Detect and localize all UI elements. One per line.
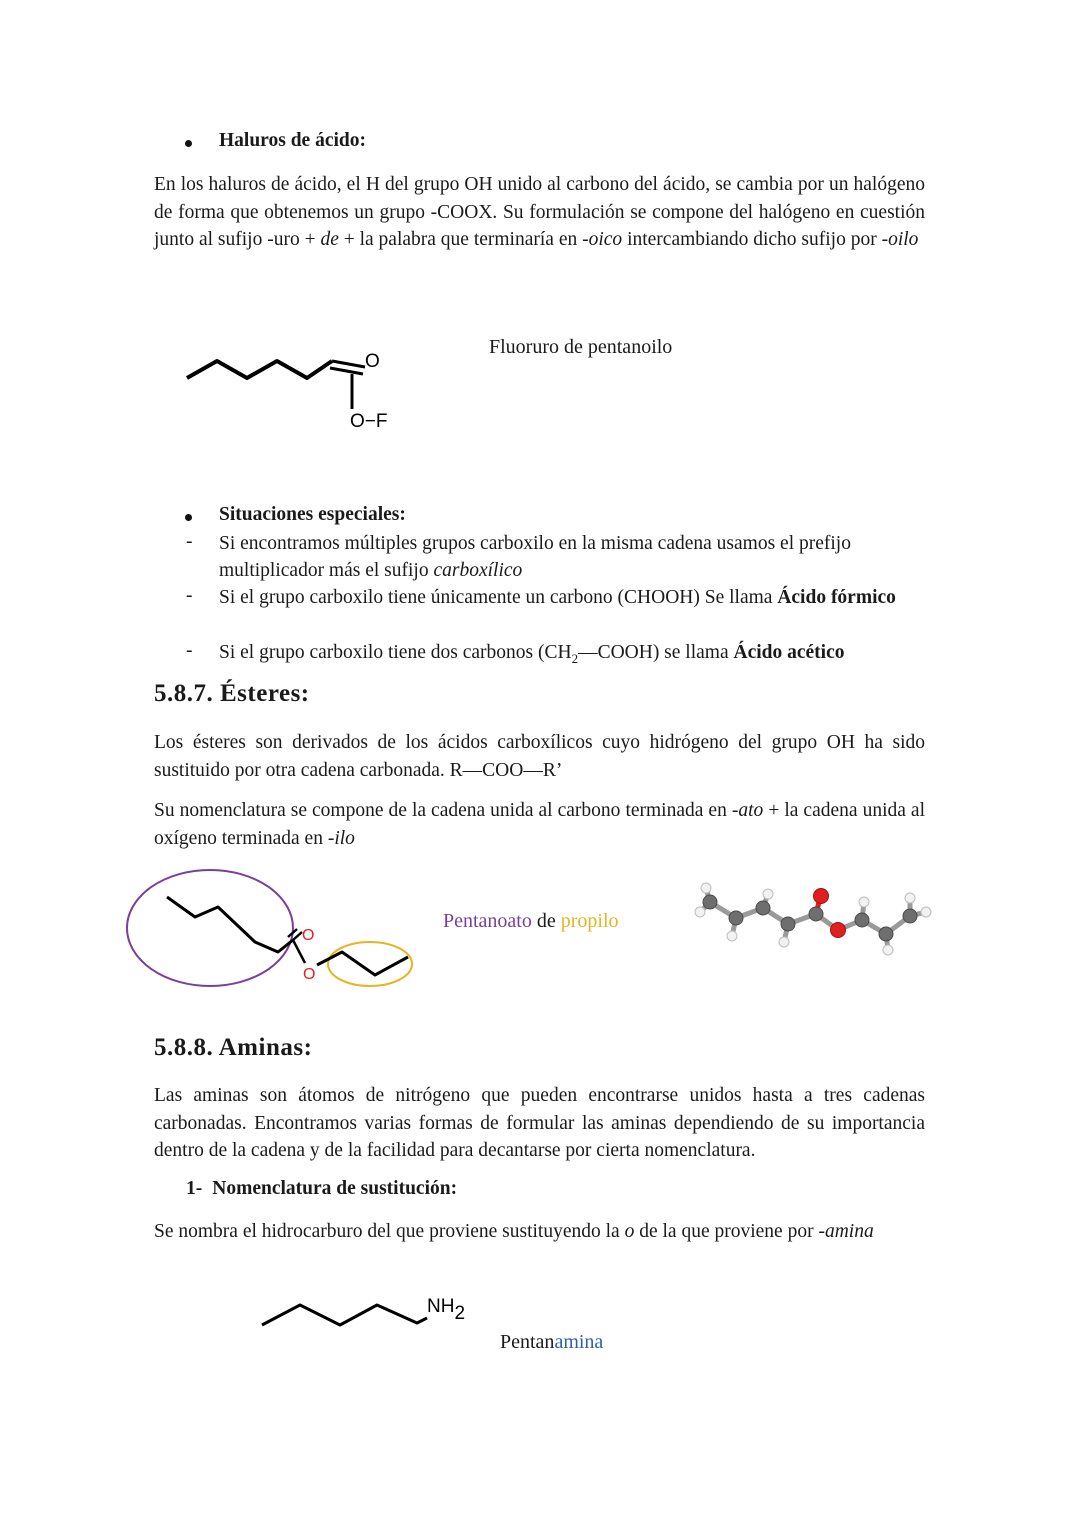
- alkyl-chain-circle: [328, 942, 412, 986]
- dash-marker: -: [186, 531, 193, 552]
- fluoruro-molecule: [180, 345, 430, 440]
- pentanamina-molecule: [255, 1288, 485, 1336]
- ester-oxygen-1: O: [302, 927, 315, 944]
- section-heading-haluros: Haluros de ácido:: [219, 130, 366, 151]
- haluros-paragraph: En los haluros de ácido, el H del grupo OH unido al carbono del ácido, se cambia por un halógeno de forma que obtenemos un grupo -COOX. Su formulación se compone del halógeno en cuestión junto al sufijo -uro + de + la palabra que terminaría en -oico intercambiando dicho sufijo por -oilo: [154, 174, 925, 250]
- section-heading-especiales: Situaciones especiales:: [219, 504, 406, 525]
- fluoruro-name: Fluoruro de pentanoilo: [489, 336, 673, 358]
- amine-group-label: NH2: [427, 1296, 466, 1324]
- section-heading-esteres: 5.8.7. Ésteres:: [154, 680, 310, 707]
- especiales-item-1: Si encontramos múltiples grupos carboxilo en la misma cadena usamos el prefijo multiplicador más el sufijo carboxílico: [219, 533, 851, 581]
- bullet-dot: [185, 514, 192, 521]
- ester-oxygen-2: O: [303, 966, 316, 983]
- ester-skeletal-molecule: [120, 862, 425, 994]
- esteres-paragraph-1: Los ésteres son derivados de los ácidos carboxílicos cuyo hidrógeno del grupo OH ha sido sustituido por otra cadena carbonada. R—COO—R’: [154, 732, 925, 781]
- dash-marker: -: [186, 585, 193, 606]
- aminas-paragraph-1: Las aminas son átomos de nitrógeno que pueden encontrarse unidos hasta a tres cadenas carbonadas. Encontramos varias formas de formular las aminas dependiendo de su importancia dentro de la cadena y de la facilidad para decantarse por cierta nomenclatura.: [154, 1085, 925, 1161]
- bullet-dot: [185, 140, 192, 147]
- ester-name: Pentanoato de propilo: [443, 910, 619, 932]
- dash-marker: -: [186, 640, 193, 661]
- section-heading-aminas: 5.8.8. Aminas:: [154, 1034, 313, 1061]
- especiales-item-3: Si el grupo carboxilo tiene dos carbonos $(CH_2—COOH)$ se llama Ácido acético: [219, 642, 845, 666]
- esteres-paragraph-2: Su nomenclatura se compone de la cadena unida al carbono terminada en -ato + la cadena unida al oxígeno terminada en -ilo: [154, 800, 925, 849]
- aminas-subsection-heading: 1- Nomenclatura de sustitución:: [186, 1178, 458, 1199]
- oxygen-label: O: [365, 351, 380, 372]
- o-f-label: O−F: [350, 411, 388, 432]
- pentanamina-name: Pentanamina: [500, 1331, 604, 1353]
- aminas-paragraph-2: Se nombra el hidrocarburo del que proviene sustituyendo la o de la que proviene por -amina: [154, 1221, 874, 1242]
- acid-chain-circle: [127, 870, 293, 986]
- ester-ball-and-stick-model: [688, 880, 944, 962]
- especiales-item-2: Si el grupo carboxilo tiene únicamente un carbono (CHOOH) Se llama Ácido fórmico: [219, 587, 896, 608]
